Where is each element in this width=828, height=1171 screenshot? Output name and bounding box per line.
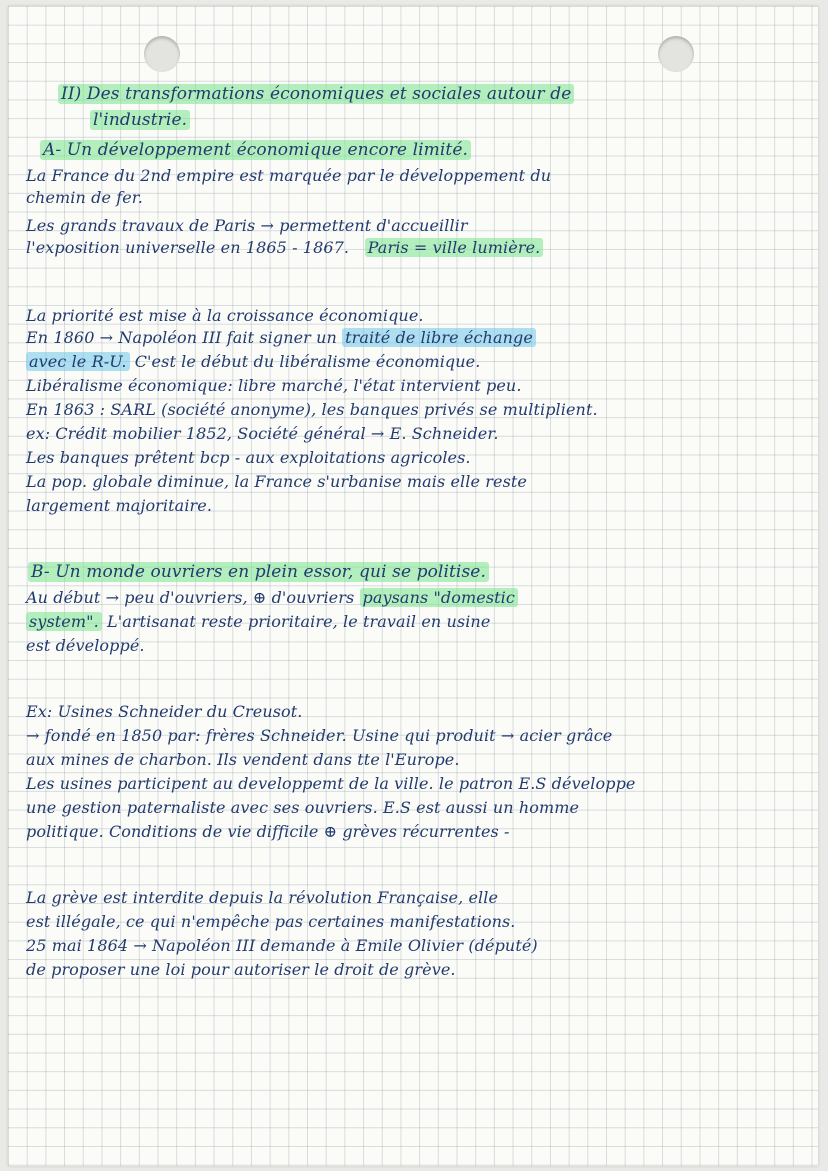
text-line: En 1863 : SARL (société anonyme), les banques privés se multiplient.	[26, 400, 598, 419]
text-line: La priorité est mise à la croissance économique.	[26, 306, 424, 325]
text-line: de proposer une loi pour autoriser le droit de grève.	[26, 960, 456, 979]
text-line: La France du 2nd empire est marquée par le développement du	[26, 166, 552, 185]
text-line: chemin de fer.	[26, 188, 143, 207]
highlight-system: system".	[26, 612, 102, 631]
text-line: En 1860 → Napoléon III fait signer un traité de libre échange	[26, 328, 536, 348]
text-line: Les usines participent au developpemt de la ville. le patron E.S développe	[26, 774, 636, 793]
text-line: 25 mai 1864 → Napoléon III demande à Emile Olivier (député)	[26, 936, 538, 955]
text-line: Les grands travaux de Paris → permettent d'accueillir	[26, 216, 468, 235]
text-line: est développé.	[26, 636, 145, 655]
section-title-line-1: II) Des transformations économiques et sociales autour de	[58, 84, 574, 104]
text-line: Ex: Usines Schneider du Creusot.	[26, 702, 303, 721]
subsection-a-title: A- Un développement économique encore limité.	[40, 140, 471, 160]
text-line: largement majoritaire.	[26, 496, 213, 515]
binder-hole-left	[144, 36, 180, 72]
subsection-b-title: B- Un monde ouvriers en plein essor, qui se politise.	[28, 562, 489, 582]
text-line: Au début → peu d'ouvriers, ⊕ d'ouvriers paysans "domestic	[26, 588, 518, 608]
text-line: Les banques prêtent bcp - aux exploitations agricoles.	[26, 448, 471, 467]
text-line: est illégale, ce qui n'empêche pas certaines manifestations.	[26, 912, 516, 931]
highlight-traite: traité de libre échange	[342, 328, 536, 347]
text-line: Libéralisme économique: libre marché, l'état intervient peu.	[26, 376, 522, 395]
text-line: l'exposition universelle en 1865 - 1867. Paris = ville lumière.	[26, 238, 543, 258]
text-line: system". L'artisanat reste prioritaire, le travail en usine	[26, 612, 490, 632]
text-line: La grève est interdite depuis la révolution Française, elle	[26, 888, 499, 907]
notebook-page	[8, 6, 818, 1166]
highlight-domestic: paysans "domestic	[360, 588, 518, 607]
text-line: La pop. globale diminue, la France s'urbanise mais elle reste	[26, 472, 527, 491]
text-line: → fondé en 1850 par: frères Schneider. Usine qui produit → acier grâce	[26, 726, 613, 745]
paris-note: Paris = ville lumière.	[365, 238, 544, 257]
text-line: ex: Crédit mobilier 1852, Société général → E. Schneider.	[26, 424, 499, 443]
text-line: politique. Conditions de vie difficile ⊕ grèves récurrentes -	[26, 822, 510, 841]
highlight-ru: avec le R-U.	[26, 352, 130, 371]
text-line: une gestion paternaliste avec ses ouvriers. E.S est aussi un homme	[26, 798, 580, 817]
text-line: avec le R-U. C'est le début du libéralisme économique.	[26, 352, 480, 372]
binder-hole-right	[658, 36, 694, 72]
text-line: aux mines de charbon. Ils vendent dans tte l'Europe.	[26, 750, 460, 769]
section-title-line-2: l'industrie.	[90, 110, 190, 130]
